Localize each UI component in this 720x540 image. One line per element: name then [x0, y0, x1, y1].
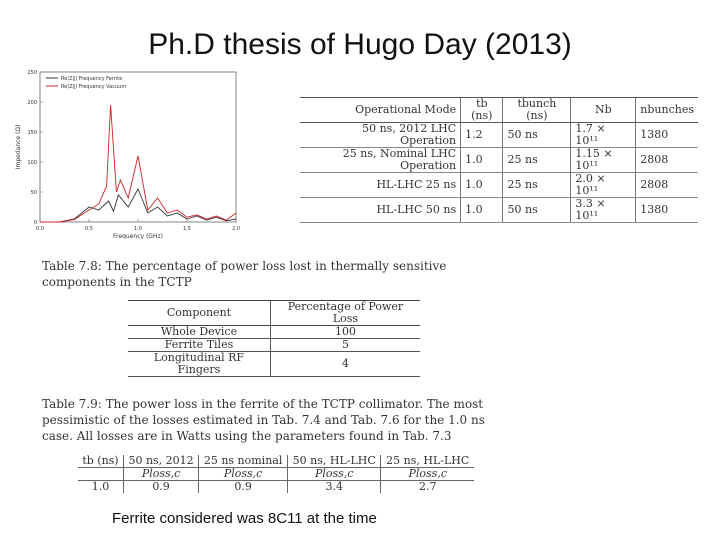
x-tick-label: 1.0 [134, 226, 142, 232]
table-cell: 1.0 [461, 173, 503, 198]
table-row [128, 339, 420, 352]
column-header: tb (ns) [461, 98, 503, 123]
table-row [300, 148, 698, 173]
table-cell: Ploss,c [288, 468, 381, 481]
table-cell: Longitudinal RF Fingers [128, 352, 270, 377]
legend-entry: Re(Z∥) Frequency Vacuum [61, 84, 127, 90]
table-row [78, 481, 474, 494]
column-header: 25 ns, HL-LHC [381, 455, 474, 468]
table-cell: Ploss,c [381, 468, 474, 481]
table-cell: 1.15 × 10¹¹ [571, 148, 636, 173]
table-cell: 0.9 [123, 481, 198, 494]
y-tick-label: 50 [30, 190, 37, 196]
column-header: tbunch (ns) [503, 98, 571, 123]
table-cell: 50 ns [503, 123, 571, 148]
table-cell: Ferrite Tiles [128, 339, 270, 352]
table-cell: 4 [270, 352, 420, 377]
y-tick-label: 100 [27, 160, 37, 166]
footnote: Ferrite considered was 8C11 at the time [112, 510, 377, 527]
table-row [300, 198, 698, 223]
y-tick-label: 0 [33, 220, 37, 226]
impedance-chart [14, 64, 244, 239]
x-tick-label: 2.0 [232, 226, 240, 232]
column-header: Percentage of Power Loss [270, 301, 420, 326]
operational-mode-table [300, 97, 698, 223]
column-header: 25 ns nominal [199, 455, 288, 468]
power-loss-table [128, 300, 420, 377]
table-header-row [128, 301, 420, 326]
column-header: tb (ns) [78, 455, 123, 468]
table-header-row [78, 455, 474, 468]
table-cell: Ploss,c [123, 468, 198, 481]
table-cell: HL-LHC 25 ns [300, 173, 461, 198]
table-cell: 1.0 [461, 148, 503, 173]
series-line-2 [40, 105, 236, 222]
column-header: Component [128, 301, 270, 326]
series-line-1 [40, 189, 236, 222]
column-header: Operational Mode [300, 98, 461, 123]
table-cell: HL-LHC 50 ns [300, 198, 461, 223]
x-tick-label: 0.0 [36, 226, 44, 232]
table-cell: 0.9 [199, 481, 288, 494]
table-row [300, 173, 698, 198]
table-cell: 1380 [636, 123, 698, 148]
table-row [128, 326, 420, 339]
table-cell: 1.0 [461, 198, 503, 223]
table-cell: 1.7 × 10¹¹ [571, 123, 636, 148]
table-cell [78, 468, 123, 481]
y-tick-label: 200 [27, 100, 37, 106]
table-cell: 50 ns, 2012 LHC Operation [300, 123, 461, 148]
plot-frame [40, 72, 236, 222]
table-row [300, 123, 698, 148]
x-axis-label: Frequency (GHz) [113, 233, 163, 239]
y-tick-label: 150 [27, 130, 37, 136]
slide-title: Ph.D thesis of Hugo Day (2013) [148, 28, 572, 61]
table-79-caption: Table 7.9: The power loss in the ferrite of the TCTP collimator. The most pessimistic of the losses estimated in Tab. 7.4 and Tab. 7.6 for the 1.0 ns case. All losses are in Watts using the parameters found in Tab. 7.3 [42, 397, 485, 443]
table-cell: 2808 [636, 148, 698, 173]
table-cell: 100 [270, 326, 420, 339]
table-cell: 50 ns [503, 198, 571, 223]
y-tick-label: 250 [27, 70, 37, 76]
table-78-caption: Table 7.8: The percentage of power loss lost in thermally sensitive components in the TCTP [42, 259, 447, 289]
column-header: Nb [571, 98, 636, 123]
ferrite-power-table [78, 455, 474, 493]
table-cell: 25 ns, Nominal LHC Operation [300, 148, 461, 173]
table-header-row [300, 98, 698, 123]
table-cell: Whole Device [128, 326, 270, 339]
table-cell: 1.2 [461, 123, 503, 148]
table-cell: 2808 [636, 173, 698, 198]
column-header: 50 ns, HL-LHC [288, 455, 381, 468]
table-cell: 1.0 [91, 480, 110, 493]
x-tick-label: 0.5 [85, 226, 93, 232]
table-cell: 25 ns [503, 173, 571, 198]
legend-entry: Re(Z∥) Frequency Ferrite [61, 76, 123, 82]
table-subheader-row [78, 468, 474, 481]
table-cell: Ploss,c [199, 468, 288, 481]
y-axis-label: Impedance (Ω) [15, 124, 22, 170]
table-cell: 25 ns [503, 148, 571, 173]
table-row [128, 352, 420, 377]
table-cell: 2.0 × 10¹¹ [571, 173, 636, 198]
column-header: 50 ns, 2012 [123, 455, 198, 468]
table-cell: 5 [270, 339, 420, 352]
table-cell: 3.3 × 10¹¹ [571, 198, 636, 223]
table-cell: 2.7 [381, 481, 474, 494]
table-cell: 3.4 [288, 481, 381, 494]
x-tick-label: 1.5 [183, 226, 191, 232]
column-header: nbunches [636, 98, 698, 123]
table-cell: 1380 [636, 198, 698, 223]
